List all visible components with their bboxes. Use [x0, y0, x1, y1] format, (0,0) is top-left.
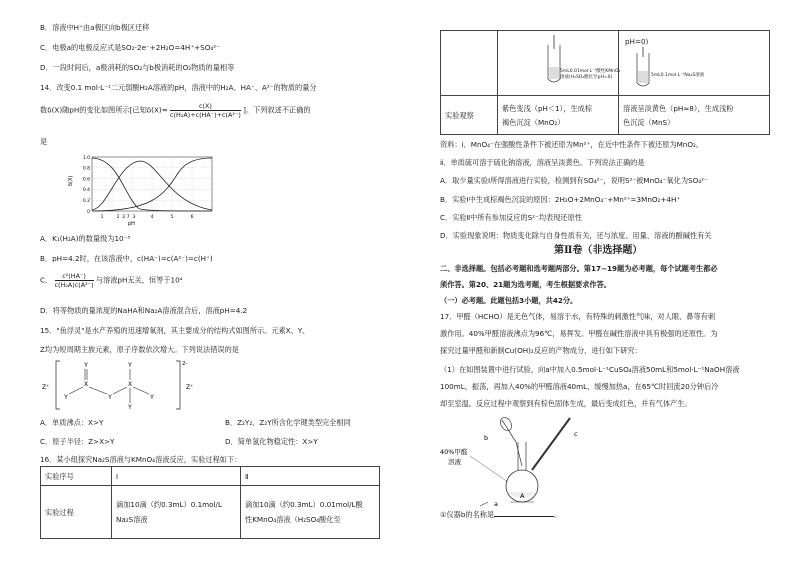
atom-x: X — [83, 381, 89, 388]
xtick: 2.7 — [122, 215, 130, 220]
graph-xlabel: pH — [128, 221, 135, 227]
q15-option-a: A．单质沸点：X>Y — [40, 418, 104, 427]
xtick: 6 — [190, 215, 194, 220]
formula-denominator: c(H₂A)c(A²⁻) — [54, 281, 94, 289]
experiment-table-left — [40, 466, 380, 539]
tube-2-label: 5mL0.1mol·L⁻¹Na₂S溶液 — [651, 73, 705, 78]
apparatus-label: 溶液 — [448, 458, 461, 466]
reflux-apparatus-diagram — [440, 412, 610, 508]
xtick: 3 — [132, 215, 136, 220]
experiment-table-right — [440, 30, 770, 135]
cell-line: 褐色沉淀（MnO₂） — [502, 117, 565, 127]
q17-text-line1: 17．甲醛（HCHO）是无色气体，易溶于水，有特殊的刺激性气味，对人眼、鼻等有刺 — [440, 312, 716, 321]
left-bracket — [56, 361, 60, 409]
option-c: C．电极a的电极反应式是SO₂-2e⁻+2H₂O=4H⁺+SO₄²⁻ — [40, 43, 220, 52]
xtick: 4 — [150, 215, 154, 220]
table-cell — [498, 96, 619, 135]
structure-formula — [40, 353, 220, 415]
cell-text: pH=0) — [625, 37, 649, 46]
table-row — [441, 31, 770, 96]
q16-text-line1: 16．某小组探究Na₂S溶液与KMnO₄溶液反应，实验过程如下： — [40, 455, 242, 464]
cell-line: Na₂S溶液 — [116, 515, 148, 524]
condenser-c — [532, 418, 570, 470]
table-cell: 实验观察 — [441, 96, 498, 135]
ratio-formula — [55, 272, 94, 289]
table-cell: 实验过程 — [41, 486, 112, 539]
struct-z: Z⁺ — [42, 384, 50, 391]
table-row — [41, 486, 380, 539]
ytick: 0.8 — [82, 166, 90, 172]
label-A: A — [520, 492, 525, 500]
cell-line: 滴加10滴（约0.3mL）0.01mol/L酸 — [245, 500, 363, 509]
q14-option-b: B．pH=4.2时，在该溶液中，c(HA⁻)=c(A²⁻)=c(H⁺) — [40, 254, 213, 263]
table-cell — [441, 31, 498, 96]
q16-option-d: D．实验现象说明：物质变化除与自身性质有关，还与浓度、用量、溶液的酸碱性有关 — [440, 231, 712, 240]
funnel-b — [502, 420, 522, 466]
graph-grid — [92, 157, 212, 211]
section-heading: （一）必考题。此题包括3小题，共42分。 — [440, 296, 578, 305]
atom-x: X — [127, 381, 133, 388]
q15-option-b: B．Z₂Y₂、Z₂Y所含化学键类型完全相同 — [225, 418, 351, 427]
ytick: 0 — [87, 209, 90, 215]
atom-y: Y — [64, 394, 68, 401]
formula-numerator: c²(HA⁻) — [55, 272, 94, 281]
q15-text-line1: 15．"鱼浮灵"是水产养殖的迅速增氧剂，其主要成分的结构式如图所示。元素X、Y、 — [40, 326, 310, 335]
label-c: c — [574, 430, 578, 438]
info-line1: 资料：ⅰ．MnO₄⁻在强酸性条件下被还原为Mn²⁺，在近中性条件下被还原为MnO₂。 — [440, 140, 704, 149]
table-cell — [498, 31, 619, 96]
q14-text-part: ]。下列叙述不正确的 — [243, 105, 311, 115]
delta-formula — [170, 102, 241, 119]
part2-intro-line1: 二、非选择题。包括必考题和选考题两部分。第17~19题为必考题，每个试题考生都必 — [440, 264, 718, 273]
atom-y: Y — [108, 394, 112, 401]
ytick: 0.2 — [82, 199, 90, 204]
q17-question-1 — [440, 510, 561, 519]
graph-yticks — [83, 155, 90, 215]
option-b: B．溶液中H⁺由a极区向b极区迁移 — [40, 23, 150, 32]
q17-1-line3: 却至室温。反应过程中观察到有棕色固体生成，最后变成红色，并有气体产生。 — [440, 399, 692, 408]
atom-y: Y — [128, 404, 132, 411]
distribution-graph — [68, 153, 228, 227]
info-line2: ⅱ．单质硫可溶于硫化钠溶液，溶液呈淡黄色。下列说法正确的是 — [440, 158, 645, 167]
table-header-cell: Ⅰ — [112, 467, 241, 486]
option-text: 与溶液pH无关，恒等于10⁴ — [95, 275, 183, 285]
atom-y: Y — [150, 394, 154, 401]
part2-intro-line2: 须作答。第20、21题为选考题，考生根据要求作答。 — [440, 280, 611, 289]
option-label: C． — [40, 275, 53, 285]
xtick: 5 — [170, 215, 174, 220]
struct-charge: 2- — [182, 361, 188, 367]
tube-1-icon — [498, 31, 613, 91]
part2-title: 第Ⅱ卷（非选择题） — [554, 245, 643, 256]
q15-option-c: C．原子半径：Z>X>Y — [40, 437, 115, 446]
table-header-cell: 实验序号 — [41, 467, 112, 486]
xtick: 1 — [100, 215, 104, 220]
cell-line: 紫色变浅（pH＜1），生成棕 — [502, 103, 593, 113]
table-row — [441, 96, 770, 135]
q17-text-line2: 激作用。40%甲醛溶液沸点为96℃，易挥发。甲醛在碱性溶液中具有极强的还原性。为 — [440, 329, 718, 338]
table-cell — [112, 486, 241, 539]
q14-option-c — [40, 272, 183, 289]
tube-1-label: 5mL0.01mol·L⁻¹酸性KMnO₄ — [560, 69, 621, 74]
ytick: 0.4 — [82, 188, 90, 194]
table-cell — [241, 486, 380, 539]
tube-1-label: 溶液(H₂SO₄酸化至pH=0) — [560, 75, 613, 80]
cell-line: 性KMnO₄溶液（H₂SO₄酸化至 — [245, 515, 341, 524]
table-row — [41, 467, 380, 486]
question-text: ①仪器b的名称是 — [440, 510, 495, 519]
q16-option-c: C．实验Ⅱ中所有参加反应的S²⁻均表现还原性 — [440, 213, 582, 222]
q16-option-b: B．实验Ⅰ中生成棕褐色沉淀的原因：2H₂O+2MnO₄⁻+Mn²⁺=3MnO₂+4H⁺ — [440, 195, 681, 204]
right-bracket — [176, 361, 180, 409]
q14-option-d: D．将等物质的量浓度的NaHA和Na₂A溶液混合后，溶液pH=4.2 — [40, 306, 248, 315]
q17-text-line3: 探究过量甲醛和新制Cu(OH)₂反应的产物成分，进行如下研究： — [440, 346, 642, 355]
q14-text-line3: 是 — [40, 137, 48, 146]
table-header-cell: Ⅱ — [241, 467, 380, 486]
graph-ylabel: δ(X) — [68, 175, 74, 186]
formula-denominator: c(H₂A)+c(HA⁻)+c(A²⁻) — [170, 111, 241, 119]
q14-text-line2 — [40, 102, 311, 119]
q17-1-line2: 100mL，振荡，再加入40%的甲醛溶液40mL，缓慢加热a，在65℃时回流20分钟后冷 — [440, 382, 719, 391]
q17-1-line1: （1）在如图装置中进行试验，向a中加入0.5mol·L⁻¹CuSO₄溶液50mL和5mol·L⁻¹NaOH溶液 — [440, 365, 740, 374]
xtick: 2 — [116, 215, 120, 220]
ytick: 1.0 — [82, 156, 90, 161]
q14-text-line1: 14．改变0.1 mol·L⁻¹二元弱酸H₂A溶液的pH，溶液中的H₂A、HA⁻、A²⁻的物质的量分 — [40, 83, 317, 92]
q16-option-a: A．取少量实验Ⅰ所得溶液进行实验，检测到有SO₄²⁻，说明S²⁻被MnO₄⁻氧化为SO₄²⁻ — [440, 176, 708, 185]
atom-y: Y — [84, 362, 88, 369]
question-end: 。 — [554, 510, 562, 519]
label-b: b — [484, 434, 489, 442]
tube-2-icon — [619, 31, 779, 91]
cell-line: 滴加10滴（约0.3mL）0.1mol/L — [116, 500, 222, 509]
answer-blank[interactable] — [494, 516, 554, 517]
ytick: 0.6 — [82, 177, 90, 183]
struct-z: Z⁺ — [186, 384, 194, 391]
label-a: a — [494, 500, 498, 508]
graph-xticks — [101, 214, 194, 220]
option-d: D．一段时间后，a极消耗的SO₂与b极消耗的O₂物质的量相等 — [40, 63, 235, 72]
q14-option-a: A．K₁(H₂A)的数量级为10⁻⁵ — [40, 234, 131, 243]
apparatus-label: 40%甲醛 — [440, 448, 468, 456]
table-cell — [619, 96, 770, 135]
cell-line: 溶液呈淡黄色（pH≈8），生成浅粉 — [623, 103, 734, 113]
formula-numerator: c(X) — [170, 102, 241, 111]
q15-option-d: D．简单氢化物稳定性：X>Y — [225, 437, 318, 446]
table-cell — [619, 31, 770, 96]
cell-line: 色沉淀（MnS） — [623, 117, 675, 127]
q14-text-part: 数δ(X)随pH的变化如图所示[已知δ(X)= — [40, 105, 168, 115]
q15-text-line2: Z均为短周期主族元素，原子序数依次增大。下列说法错误的是 — [40, 345, 239, 354]
atom-y: Y — [128, 362, 132, 369]
